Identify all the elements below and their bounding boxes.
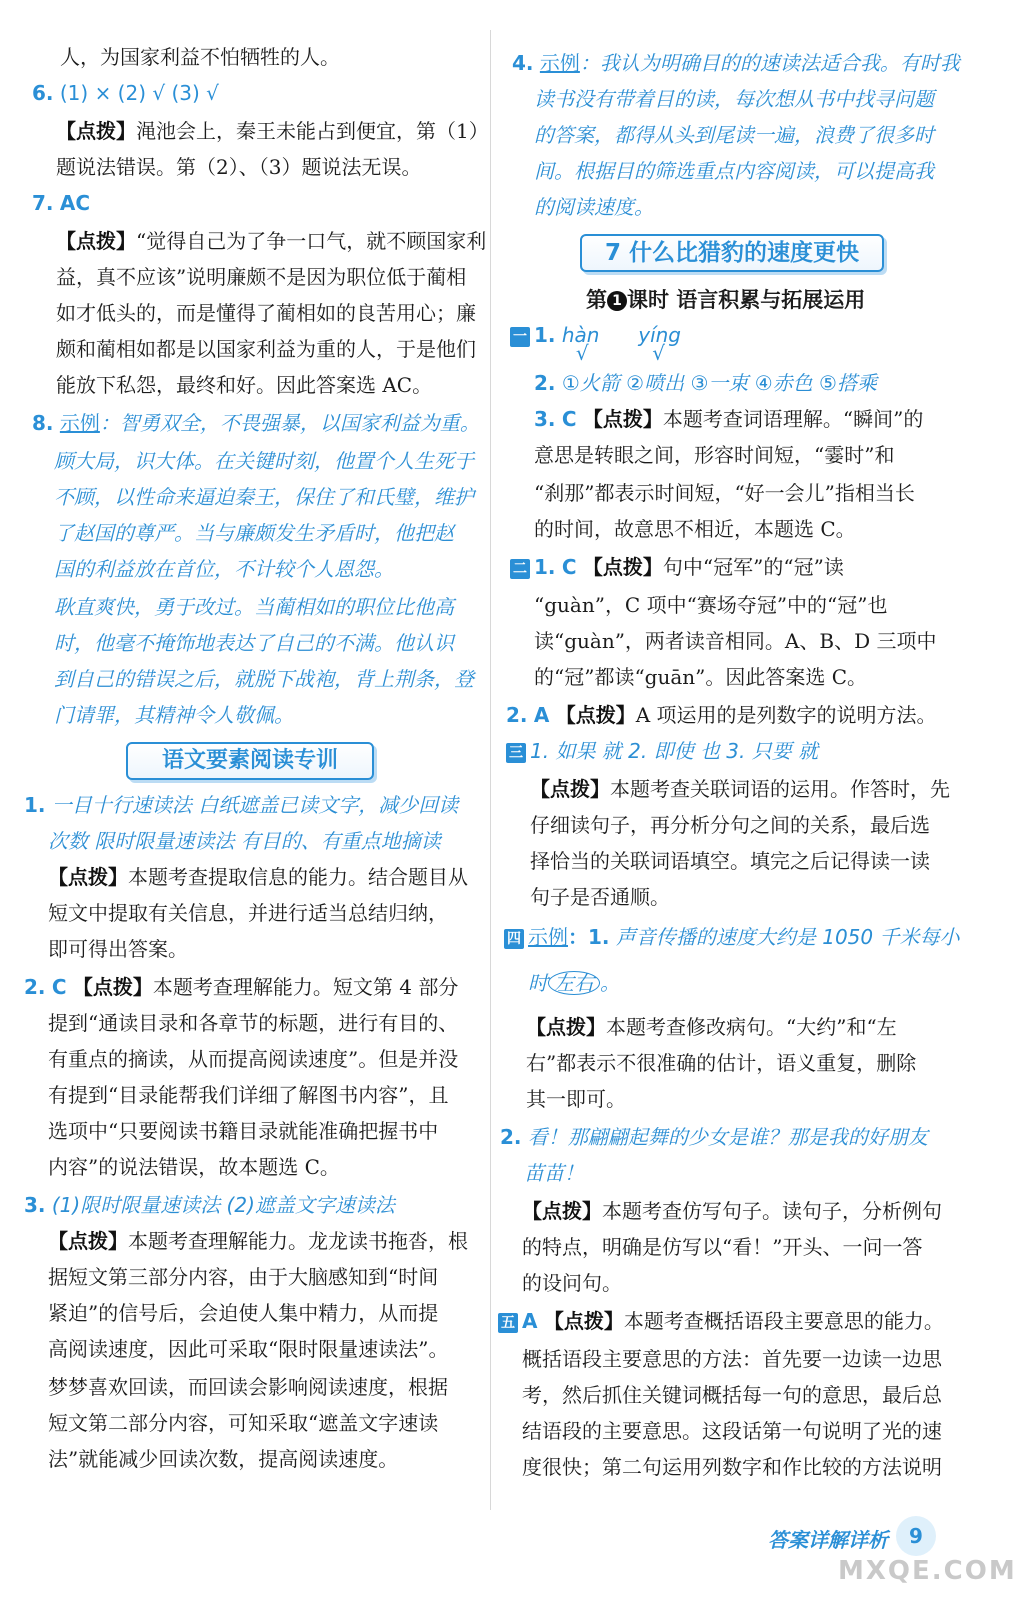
hint-text: 本题考查仿写句子。读句子，分析例句 [602, 1199, 942, 1223]
hint-line: “guàn”，C 项中“赛场夺冠”中的“冠”也 [534, 593, 888, 617]
answer-line: 顾大局，识大体。在关键时刻，他置个人生死于 [54, 449, 474, 473]
answer-line: 时，他毫不掩饰地表达了自己的不满。他认识 [54, 631, 454, 655]
text-line: 人，为国家利益不怕牺牲的人。 [60, 45, 340, 69]
section-1-q2 [534, 368, 877, 398]
answer-line: 苗苗！ [524, 1161, 584, 1185]
hint-text: 本题考查概括语段主要意思的能力。 [623, 1309, 944, 1333]
lesson-title-banner: 7 什么比猎豹的速度更快 [580, 234, 884, 272]
checkmark-icon: √ [575, 341, 589, 365]
answer-line: 读书没有带着目的读，每次想从书中找寻问题 [534, 87, 934, 111]
section-3 [506, 736, 818, 766]
answer-text: 时 [528, 971, 548, 995]
question-number: 2. [500, 1125, 522, 1149]
question-4 [512, 48, 960, 78]
answer: (1) × (2) √ (3) √ [59, 81, 219, 105]
checkmark-icon: √ [652, 341, 665, 365]
hint-tag: 【点拨】 [72, 975, 153, 999]
answer-text: 。 [600, 971, 620, 995]
question-number: 7. [32, 191, 54, 215]
hint-text: 本题考查理解能力。短文第 4 部分 [152, 975, 459, 999]
hint-text: 本题考查理解能力。龙龙读书拖沓，根 [128, 1229, 468, 1253]
question-number: 6. [32, 81, 54, 105]
hint-line: “刹那”都表示时间短，“好一会儿”指相当长 [534, 481, 915, 505]
hint-text: 本题考查修改病句。“大约”和“左 [606, 1015, 897, 1039]
question-number: 1. [534, 323, 556, 347]
question-number: 8. [32, 411, 54, 435]
question-number: 2. [24, 975, 46, 999]
hint-line: 的特点，明确是仿写以“看！”开头、一问一答 [522, 1235, 923, 1259]
question-number: 1. [534, 555, 556, 579]
question-number: 1. [24, 793, 46, 817]
answer-text: 1. 如果 就 2. 即使 也 3. 只要 就 [530, 739, 819, 763]
question-8 [32, 408, 480, 438]
hint-line: 句子是否通顺。 [530, 885, 670, 909]
section-4-q2 [500, 1122, 928, 1152]
answer-line [528, 968, 620, 998]
hint-tag: 【点拨】 [56, 119, 136, 143]
hint-line [526, 1012, 897, 1042]
hint-line: 内容”的说法错误，故本题选 C。 [48, 1155, 340, 1179]
pinyin-text: hàn [561, 323, 600, 347]
hint-line: 右”都表示不很准确的估计，语义重复，删除 [526, 1051, 917, 1075]
answer-line: 到自己的错误之后，就脱下战袍，背上荆条，登 [54, 667, 474, 691]
hint-text: 渑池会上，秦王未能占到便宜，第（1） [136, 119, 489, 143]
footer-label: 答案详解详析 [768, 1528, 888, 1552]
hint-line: 的“冠”都读“guān”。因此答案选 C。 [534, 665, 868, 689]
example-label: 示例 [528, 925, 568, 949]
hint-line: 益，真不应该”说明廉颇不是因为职位低于蔺相 [56, 265, 467, 289]
hint-line: 据短文第三部分内容，由于大脑感知到“时间 [48, 1265, 439, 1289]
section-5 [498, 1306, 944, 1336]
section-1-q1 [510, 320, 686, 366]
answer: C [561, 407, 577, 431]
example-label: 示例 [59, 411, 100, 435]
hint-line: 度很快；第二句运用列数字和作比较的方法说明 [522, 1455, 942, 1479]
question-number: ：1. [568, 925, 610, 949]
hint-line: 短文中提取有关信息，并进行适当总结归纳， [48, 901, 448, 925]
lesson-pre: 第 [586, 288, 607, 312]
answer-line: 不顾，以性命来逼迫秦王，保住了和氏璧，维护 [54, 485, 474, 509]
hint-line [56, 226, 486, 256]
hint-line: 短文第二部分内容，可知采取“遮盖文字速读 [48, 1411, 439, 1435]
section-badge: 一 [510, 327, 530, 347]
section-2-q1 [510, 552, 844, 582]
hint-line: 选项中“只要阅读书籍目录就能准确把握书中 [48, 1119, 439, 1143]
answer-line: 间。根据目的筛选重点内容阅读，可以提高我 [534, 159, 934, 183]
hint-line: 择恰当的关联词语填空。填完之后记得读一读 [530, 849, 930, 873]
hint-text: “觉得自己为了争一口气，就不顾国家利 [136, 229, 487, 253]
hint-text: 本题考查关联词语的运用。作答时，先 [610, 777, 950, 801]
hint-line [56, 116, 489, 146]
answer-line: 的答案，都得从头到尾读一遍，浪费了很多时 [534, 123, 934, 147]
answer: AC [59, 191, 91, 215]
answer-text: ：智勇双全，不畏强暴，以国家利益为重。 [99, 411, 480, 435]
answer: A [533, 703, 550, 727]
hint-line: 其一即可。 [526, 1087, 626, 1111]
section-2-q2 [506, 700, 937, 730]
answer-line: 了赵国的尊严。当与廉颇发生矛盾时，他把赵 [54, 521, 454, 545]
reading-question-2 [24, 972, 458, 1002]
hint-line: 的设问句。 [522, 1271, 622, 1295]
hint-line: 如才低头的，而是懂得了蔺相如的良苦用心；廉 [56, 301, 476, 325]
hint-tag: 【点拨】 [582, 407, 663, 431]
hint-tag: 【点拨】 [530, 777, 610, 801]
watermark: MXQE.COM [838, 1556, 1017, 1586]
hint-line: 结语段的主要意思。这段话第一句说明了光的速 [522, 1419, 942, 1443]
example-label: 示例 [539, 51, 580, 75]
lesson-heading [586, 284, 865, 314]
hint-line: 的时间，故意思不相近，本题选 C。 [534, 517, 856, 541]
hint-line: 有重点的摘读，从而提高阅读速度”。但是并没 [48, 1047, 459, 1071]
hint-text: 本题考查提取信息的能力。结合题目从 [128, 865, 468, 889]
hint-line: 紧迫”的信号后，会迫使人集中精力，从而提 [48, 1301, 439, 1325]
hint-line: 高阅读速度，因此可采取“限时限量速读法”。 [48, 1337, 449, 1361]
hint-tag: 【点拨】 [555, 703, 636, 727]
hint-line: 提到“通读目录和各章节的标题，进行有目的、 [48, 1011, 459, 1035]
hint-line: 仔细读句子，再分析分句之间的关系，最后选 [530, 813, 930, 837]
question-number: 3. [534, 407, 556, 431]
hint-text: 句中“冠军”的“冠”读 [662, 555, 844, 579]
answer: C [51, 975, 67, 999]
circled-word: 左右 [548, 971, 600, 995]
hint-line: 有提到“目录能帮我们详细了解图书内容”，且 [48, 1083, 449, 1107]
pinyin-answer [638, 320, 686, 365]
hint-tag: 【点拨】 [543, 1309, 624, 1333]
column-divider [490, 30, 491, 1510]
answer-line: 门请罪，其精神令人敬佩。 [54, 703, 294, 727]
question-number: 2. [506, 703, 528, 727]
hint-text: A 项运用的是列数字的说明方法。 [635, 703, 937, 727]
answer-line: 国的利益放在首位，不计较个人恩怨。 [54, 557, 394, 581]
reading-question-3 [24, 1190, 395, 1220]
hint-tag: 【点拨】 [582, 555, 663, 579]
hint-line: 法”就能减少回读次数，提高阅读速度。 [48, 1447, 399, 1471]
hint-line: 考，然后抓住关键词概括每一句的意思，最后总 [522, 1383, 942, 1407]
pinyin-answer [561, 320, 610, 365]
hint-line: 即可得出答案。 [48, 937, 188, 961]
hint-line: 题说法错误。第（2）、（3）题说法无误。 [56, 155, 422, 179]
answer-text: ：我认为明确目的的速读法适合我。有时我 [579, 51, 960, 75]
section-badge: 二 [510, 559, 530, 579]
question-6 [32, 78, 219, 108]
hint-tag: 【点拨】 [522, 1199, 602, 1223]
hint-tag: 【点拨】 [526, 1015, 606, 1039]
section-badge: 三 [506, 743, 526, 763]
answer-text: 一目十行速读法 白纸遮盖已读文字，减少回读 [51, 793, 459, 817]
page-number: 9 [896, 1516, 936, 1556]
hint-tag: 【点拨】 [48, 865, 128, 889]
hint-line [522, 1196, 942, 1226]
hint-line: 意思是转眼之间，形容时间短，“霎时”和 [534, 443, 895, 467]
section-4-q1 [504, 922, 960, 952]
question-number: 3. [24, 1193, 46, 1217]
lesson-number: 1 [607, 291, 627, 311]
hint-line: 能放下私怨，最终和好。因此答案选 AC。 [56, 373, 433, 397]
hint-line: 梦梦喜欢回读，而回读会影响阅读速度，根据 [48, 1375, 448, 1399]
reading-question-1 [24, 790, 458, 820]
hint-text: 本题考查词语理解。“瞬间”的 [662, 407, 924, 431]
answer-line: 次数 限时限量速读法 有目的、有重点地摘读 [48, 829, 441, 853]
hint-tag: 【点拨】 [56, 229, 136, 253]
pinyin-text: yíng [638, 323, 681, 347]
answer: C [561, 555, 577, 579]
hint-line: 读“guàn”，两者读音相同。A、B、D 三项中 [534, 629, 937, 653]
answer-line: 的阅读速度。 [534, 195, 654, 219]
answer-text: 看！那翩翩起舞的少女是谁？那是我的好朋友 [527, 1125, 928, 1149]
hint-line [530, 774, 950, 804]
hint-tag: 【点拨】 [48, 1229, 128, 1253]
answer: A [522, 1309, 538, 1333]
hint-line: 概括语段主要意思的方法：首先要一边读一边思 [522, 1347, 942, 1371]
answer-line: 耿直爽快，勇于改过。当蔺相如的职位比他高 [54, 595, 454, 619]
hint-line [48, 862, 468, 892]
question-number: 4. [512, 51, 534, 75]
answer-text: 声音传播的速度大约是 1050 千米每小 [615, 925, 960, 949]
hint-line: 颇和蔺相如都是以国家利益为重的人，于是他们 [56, 337, 476, 361]
section-banner: 语文要素阅读专训 [126, 742, 374, 780]
answer-text: ①火箭 ②喷出 ③一束 ④赤色 ⑤搭乘 [561, 371, 877, 395]
section-1-q3 [534, 404, 923, 434]
section-badge: 四 [504, 929, 524, 949]
question-7 [32, 188, 90, 218]
section-badge: 五 [498, 1313, 518, 1333]
question-number: 2. [534, 371, 556, 395]
lesson-post: 课时 语言积累与拓展运用 [627, 288, 866, 312]
answer-text: (1)限时限量速读法 (2)遮盖文字速读法 [51, 1193, 395, 1217]
hint-line [48, 1226, 468, 1256]
